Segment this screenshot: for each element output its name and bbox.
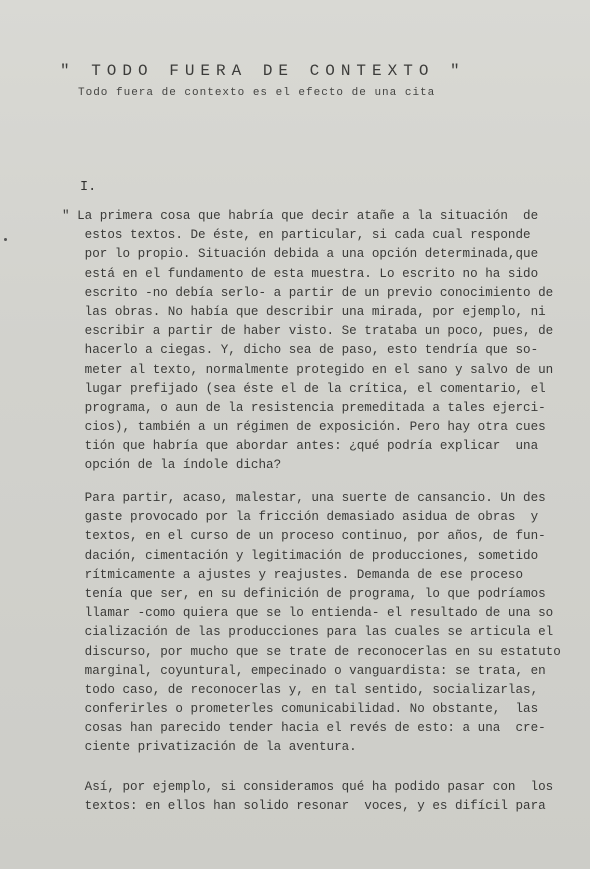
text-line: cialización de las producciones para las cuales se articula el (62, 625, 554, 640)
text-line: " La primera cosa que habría que decir atañe a la situación de (62, 209, 539, 223)
section-number: I. (80, 180, 97, 195)
paragraph-3 (62, 778, 553, 816)
text-line: cosas han parecido tender hacia el revés de esto: a una cre- (62, 721, 546, 736)
text-line: programa, o aun de la resistencia premeditada a tales ejerci- (62, 400, 546, 415)
page-subtitle: Todo fuera de contexto es el efecto de una cita (78, 87, 436, 99)
text-line: escribir a partir de haber visto. Se trataba un poco, pues, de (62, 324, 554, 339)
text-line: opción de la índole dicha? (62, 458, 282, 473)
text-line: tión que habría que abordar antes: ¿qué podría explicar una (62, 439, 539, 454)
text-line: ciente privatización de la aventura. (62, 740, 357, 755)
paragraph-2 (62, 489, 561, 758)
text-line: dación, cimentación y legitimación de producciones, sometido (62, 548, 539, 563)
text-line: por lo propio. Situación debida a una opción determinada,que (62, 247, 539, 262)
text-line: conferirles o prometerles comunicabilidad. No obstante, las (62, 702, 539, 717)
text-line: marginal, coyuntural, empecinado o vanguardista: se trata, en (62, 663, 546, 678)
text-line: Para partir, acaso, malestar, una suerte de cansancio. Un des (62, 491, 546, 505)
paragraph-1 (62, 207, 553, 476)
text-line: hacerlo a ciegas. Y, dicho sea de paso, esto tendría que so- (62, 343, 539, 358)
text-line: Así, por ejemplo, si consideramos qué ha podido pasar con los (62, 780, 554, 794)
text-line: todo caso, de reconocerlas y, en tal sentido, socializarlas, (62, 682, 539, 697)
text-line: rítmicamente a ajustes y reajustes. Demanda de ese proceso (62, 567, 524, 582)
text-line: lugar prefijado (sea éste el de la crítica, el comentario, el (62, 381, 546, 396)
text-line: gaste provocado por la fricción demasiado asidua de obras y (62, 510, 539, 525)
text-line: llamar -como quiera que se lo entienda- el resultado de una so (62, 606, 554, 621)
text-line: está en el fundamento de esta muestra. Lo escrito no ha sido (62, 266, 539, 281)
text-line: escrito -no debía serlo- a partir de un previo conocimiento de (62, 285, 554, 300)
text-line: estos textos. De éste, en particular, si cada cual responde (62, 228, 531, 243)
text-line: las obras. No había que describir una mirada, por ejemplo, ni (62, 304, 546, 319)
text-line: textos: en ellos han solido resonar voces, y es difícil para (62, 799, 546, 814)
margin-mark (4, 238, 7, 241)
text-line: meter al texto, normalmente protegido en el sano y salvo de un (62, 362, 554, 377)
text-line: textos, en el curso de un proceso continuo, por años, de fun- (62, 529, 546, 544)
text-line: tenía que ser, en su definición de programa, lo que podríamos (62, 586, 546, 601)
text-line: cios), también a un régimen de exposición. Pero hay otra cues (62, 420, 546, 435)
page-title: " TODO FUERA DE CONTEXTO " (60, 62, 466, 80)
text-line: discurso, por mucho que se trate de reconocerlas en su estatuto (62, 644, 561, 659)
